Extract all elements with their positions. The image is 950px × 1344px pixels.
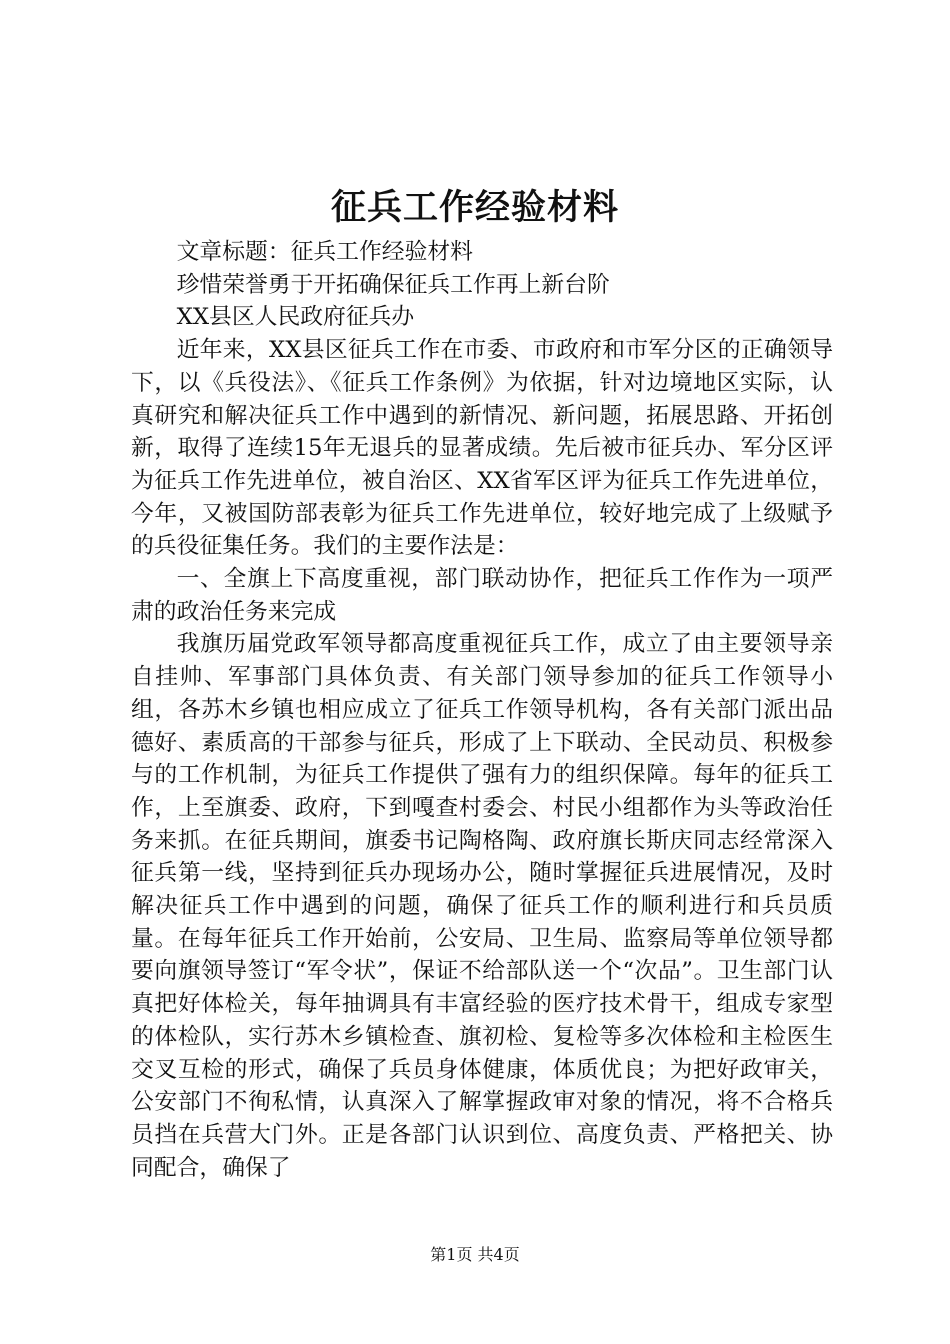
intro-paragraph: 近年来，XX县区征兵工作在市委、市政府和市军分区的正确领导下，以《兵役法》、《征兵工作条例》为依据，针对边境地区实际，认真研究和解决征兵工作中遇到的新情况、新问题，拓展思路、开拓创新，取得了连续15年无退兵的显著成绩。先后被市征兵办、军分区评为征兵工作先进单位，被自治区、XX省军区评为征兵工作先进单位，今年，又被国防部表彰为征兵工作先进单位，较好地完成了上级赋予的兵役征集任务。我们的主要作法是： — [131, 337, 833, 560]
section-heading-1: 一、全旗上下高度重视，部门联动协作，把征兵工作作为一项严肃的政治任务来完成 — [131, 566, 833, 625]
section-1-paragraph: 我旗历届党政军领导都高度重视征兵工作，成立了由主要领导亲自挂帅、军事部门具体负责、有关部门领导参加的征兵工作领导小组，各苏木乡镇也相应成立了征兵工作领导机构，各有关部门派出品德好、素质高的干部参与征兵，形成了上下联动、全民动员、积极参与的工作机制，为征兵工作提供了强有力的组织保障。每年的征兵工作，上至旗委、政府，下到嘎查村委会、村民小组都作为头等政治任务来抓。在征兵期间，旗委书记陶格陶、政府旗长斯庆同志经常深入征兵第一线，坚持到征兵办现场办公，随时掌握征兵进展情况，及时解决征兵工作中遇到的问题，确保了征兵工作的顺利进行和兵员质量。在每年征兵工作开始前，公安局、卫生局、监察局等单位领导都要向旗领导签订“军令状”，保证不给部队送一个“次品”。卫生部门认真把好体检关，每年抽调具有丰富经验的医疗技术骨干，组成专家型的体检队，实行苏木乡镇检查、旗初检、复检等多次体检和主检医生交叉互检的形式，确保了兵员身体健康，体质优良；为把好政审关，公安部门不徇私情，认真深入了解掌握政审对象的情况，将不合格兵员挡在兵营大门外。正是各部门认识到位、高度负责、严格把关、协同配合，确保了 — [131, 631, 833, 1181]
subtitle-line: 珍惜荣誉勇于开拓确保征兵工作再上新台阶 — [176, 271, 610, 298]
article-title-line: 文章标题：征兵工作经验材料 — [176, 239, 473, 265]
document-body — [131, 236, 833, 1184]
document-title: 征兵工作经验材料 — [330, 187, 619, 228]
page-footer: 第1页 共4页 — [430, 1245, 520, 1264]
author-line: XX县区人民政府征兵办 — [176, 304, 415, 331]
